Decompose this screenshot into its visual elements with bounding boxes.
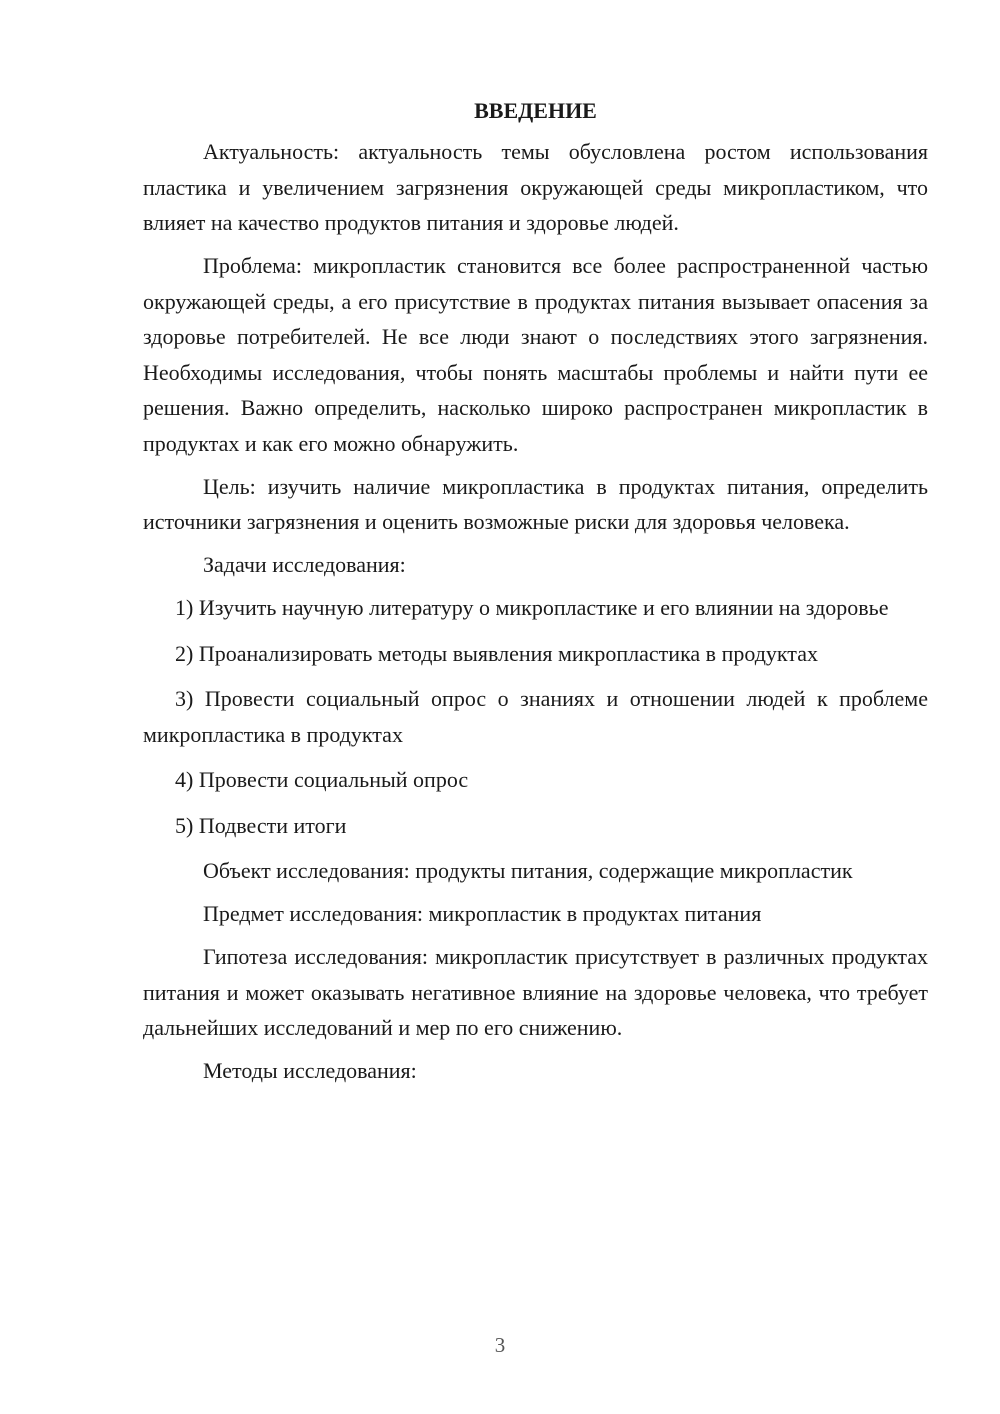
page-number: 3 bbox=[494, 1333, 506, 1357]
task-item: 3) Провести социальный опрос о знаниях и отношении людей к проблеме микропластика в продуктах bbox=[143, 686, 928, 747]
relevance-paragraph: Актуальность: актуальность темы обусловлена ростом использования пластика и увеличением загрязнения окружающей среды микропластиком, что влияет на качество продуктов питания и здоровье людей. bbox=[143, 139, 928, 235]
task-item: 1) Изучить научную литературу о микропластике и его влиянии на здоровье bbox=[175, 595, 889, 620]
subject-paragraph: Предмет исследования: микропластик в продуктах питания bbox=[203, 901, 762, 926]
task-item: 4) Провести социальный опрос bbox=[175, 767, 469, 792]
task-list bbox=[143, 590, 928, 843]
document-page bbox=[143, 96, 928, 1096]
problem-paragraph: Проблема: микропластик становится все более распространенной частью окружающей среды, а его присутствие в продуктах питания вызывает опасения за здоровье потребителей. Не все люди знают о последствиях этого загрязнения. Необходимы исследования, чтобы понять масштабы проблемы и найти пути ее решения. Важно определить, насколько широко распространен микропластик в продуктах и как его можно обнаружить. bbox=[143, 253, 928, 456]
section-heading: ВВЕДЕНИЕ bbox=[474, 98, 597, 123]
task-item: 2) Проанализировать методы выявления микропластика в продуктах bbox=[175, 640, 818, 666]
object-paragraph: Объект исследования: продукты питания, содержащие микропластик bbox=[203, 858, 853, 883]
tasks-intro: Задачи исследования: bbox=[203, 552, 406, 577]
hypothesis-paragraph: Гипотеза исследования: микропластик присутствует в различных продуктах питания и может оказывать негативное влияние на здоровье человека, что требует дальнейших исследований и мер по его снижению. bbox=[143, 944, 928, 1040]
task-item: 5) Подвести итоги bbox=[175, 812, 347, 838]
methods-paragraph: Методы исследования: bbox=[203, 1058, 417, 1083]
goal-paragraph: Цель: изучить наличие микропластика в продуктах питания, определить источники загрязнения и оценить возможные риски для здоровья человека. bbox=[143, 473, 928, 534]
